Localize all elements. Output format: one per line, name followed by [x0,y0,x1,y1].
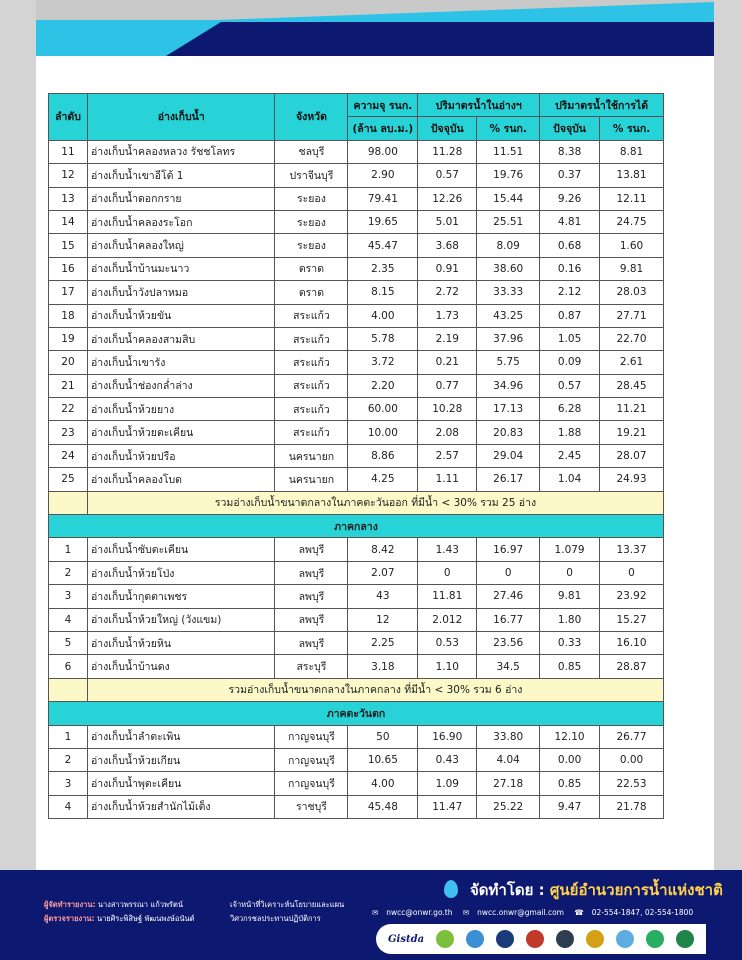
row-storage-current: 2.012 [418,608,477,631]
row-usable-current: 1.05 [540,327,600,350]
central-region-rows [49,538,664,678]
row-usable-current: 0.57 [540,374,600,397]
row-storage-current: 0.53 [418,631,477,654]
row-no: 14 [49,210,88,233]
row-no: 21 [49,374,88,397]
row-usable-percent: 27.71 [600,304,664,327]
row-storage-percent: 16.77 [477,608,540,631]
row-usable-current: 1.88 [540,421,600,444]
row-reservoir: อ่างเก็บน้ำห้วยใหญ่ (วังแขม) [87,608,275,631]
row-usable-percent: 1.60 [600,234,664,257]
row-province: สระแก้ว [275,374,348,397]
header-navy-band [166,22,714,56]
email-icon: ✉ [372,908,379,917]
row-storage-percent: 11.51 [477,140,540,163]
row-capacity: 10.00 [348,421,418,444]
row-capacity: 50 [348,725,418,748]
partner-logos [376,924,706,954]
row-usable-current: 1.04 [540,468,600,491]
row-reservoir: อ่างเก็บน้ำเขาอีโต้ 1 [87,164,275,187]
row-storage-percent: 19.76 [477,164,540,187]
header-reservoir: อ่างเก็บน้ำ [87,94,275,141]
row-province: ลพบุรี [275,585,348,608]
row-province: ลพบุรี [275,538,348,561]
row-usable-percent: 22.70 [600,327,664,350]
row-storage-current: 16.90 [418,725,477,748]
table-row [49,327,664,350]
row-storage-percent: 20.83 [477,421,540,444]
row-no: 13 [49,187,88,210]
row-storage-percent: 34.5 [477,655,540,678]
header-no: ลำดับ [49,94,88,141]
row-reservoir: อ่างเก็บน้ำห้วยยาง [87,398,275,421]
row-storage-current: 3.68 [418,234,477,257]
gold-logo-icon [586,930,604,948]
west-section-title: ภาคตะวันตก [49,702,664,725]
gistda-logo: Gistda [387,933,425,945]
preparer-label: ผู้จัดทำรายงาน: [44,900,96,909]
table-row [49,351,664,374]
row-no: 19 [49,327,88,350]
row-capacity: 45.47 [348,234,418,257]
row-province: นครนายก [275,468,348,491]
row-storage-current: 0.21 [418,351,477,374]
emblem-logo-icon [496,930,514,948]
table-row [49,398,664,421]
table-row [49,538,664,561]
row-province: สระแก้ว [275,304,348,327]
row-storage-percent: 4.04 [477,748,540,771]
row-province: กาญจนบุรี [275,772,348,795]
row-reservoir: อ่างเก็บน้ำพุตะเคียน [87,772,275,795]
row-storage-current: 1.11 [418,468,477,491]
mail-icon: ✉ [462,908,470,917]
row-province: ลพบุรี [275,608,348,631]
row-usable-current: 1.80 [540,608,600,631]
row-reservoir: อ่างเก็บน้ำลำตะเพิน [87,725,275,748]
row-usable-percent: 13.81 [600,164,664,187]
row-capacity: 45.48 [348,795,418,818]
row-capacity: 43 [348,585,418,608]
row-storage-current: 5.01 [418,210,477,233]
reviewer-position: วิศวกรชลประทานปฏิบัติการ [230,914,321,923]
west-region-rows [49,725,664,819]
row-usable-percent: 28.07 [600,444,664,467]
row-no: 5 [49,631,88,654]
row-storage-percent: 25.22 [477,795,540,818]
row-reservoir: อ่างเก็บน้ำห้วยโป่ง [87,561,275,584]
row-province: ระยอง [275,234,348,257]
email-secondary[interactable]: nwcc.onwr@gmail.com [477,908,564,917]
row-no: 22 [49,398,88,421]
row-capacity: 8.86 [348,444,418,467]
row-province: ตราด [275,257,348,280]
row-capacity: 2.20 [348,374,418,397]
table-row [49,444,664,467]
row-province: นครนายก [275,444,348,467]
row-province: สระแก้ว [275,327,348,350]
table-row [49,772,664,795]
header-usable-percent: % รนก. [600,117,664,140]
row-capacity: 19.65 [348,210,418,233]
table-row [49,725,664,748]
row-storage-percent: 16.97 [477,538,540,561]
row-storage-percent: 34.96 [477,374,540,397]
row-capacity: 60.00 [348,398,418,421]
row-usable-current: 9.47 [540,795,600,818]
row-usable-current: 8.38 [540,140,600,163]
row-usable-percent: 8.81 [600,140,664,163]
row-no: 25 [49,468,88,491]
east-summary [49,491,664,538]
reservoir-table [48,93,664,819]
row-storage-current: 11.81 [418,585,477,608]
row-reservoir: อ่างเก็บน้ำห้วยเกียน [87,748,275,771]
row-usable-percent: 19.21 [600,421,664,444]
row-capacity: 2.90 [348,164,418,187]
row-usable-percent: 26.77 [600,725,664,748]
row-reservoir: อ่างเก็บน้ำคลองระโอก [87,210,275,233]
row-province: ลพบุรี [275,631,348,654]
water-logo-icon [616,930,634,948]
row-usable-percent: 28.03 [600,281,664,304]
row-usable-current: 0 [540,561,600,584]
row-usable-current: 0.00 [540,748,600,771]
row-province: ลพบุรี [275,561,348,584]
leaf-logo-icon [436,930,454,948]
row-storage-percent: 27.46 [477,585,540,608]
row-usable-percent: 23.92 [600,585,664,608]
row-storage-current: 0.77 [418,374,477,397]
row-usable-percent: 21.78 [600,795,664,818]
row-capacity: 8.42 [348,538,418,561]
row-storage-current: 1.10 [418,655,477,678]
row-reservoir: อ่างเก็บน้ำคลองสามสิบ [87,327,275,350]
table-row [49,631,664,654]
row-no: 2 [49,561,88,584]
row-storage-percent: 8.09 [477,234,540,257]
row-province: ราชบุรี [275,795,348,818]
row-no: 6 [49,655,88,678]
row-capacity: 3.18 [348,655,418,678]
table-row [49,795,664,818]
row-reservoir: อ่างเก็บน้ำวังปลาหมอ [87,281,275,304]
row-no: 4 [49,795,88,818]
water-drop-icon [444,880,458,898]
shield-logo-icon [526,930,544,948]
header-usable: ปริมาตรน้ำใช้การได้ [540,94,664,117]
row-reservoir: อ่างเก็บน้ำห้วยปรือ [87,444,275,467]
row-storage-percent: 37.96 [477,327,540,350]
row-no: 3 [49,585,88,608]
row-storage-percent: 29.04 [477,444,540,467]
row-no: 3 [49,772,88,795]
row-capacity: 4.00 [348,772,418,795]
row-usable-current: 2.12 [540,281,600,304]
table-row [49,468,664,491]
row-usable-current: 0.85 [540,772,600,795]
row-usable-percent: 9.81 [600,257,664,280]
seal-logo-icon [676,930,694,948]
row-storage-current: 1.09 [418,772,477,795]
row-storage-current: 2.08 [418,421,477,444]
row-no: 2 [49,748,88,771]
row-usable-percent: 12.11 [600,187,664,210]
row-capacity: 2.07 [348,561,418,584]
row-no: 4 [49,608,88,631]
row-usable-current: 0.87 [540,304,600,327]
row-capacity: 3.72 [348,351,418,374]
row-usable-percent: 28.87 [600,655,664,678]
row-storage-percent: 43.25 [477,304,540,327]
row-capacity: 2.25 [348,631,418,654]
row-usable-current: 6.28 [540,398,600,421]
row-storage-percent: 5.75 [477,351,540,374]
row-no: 12 [49,164,88,187]
row-usable-current: 0.68 [540,234,600,257]
row-usable-percent: 0.00 [600,748,664,771]
row-usable-percent: 24.75 [600,210,664,233]
table-row [49,608,664,631]
row-province: สระแก้ว [275,351,348,374]
row-storage-current: 2.57 [418,444,477,467]
header-capacity-unit: (ล้าน ลบ.ม.) [348,117,418,140]
row-storage-percent: 25.51 [477,210,540,233]
row-no: 15 [49,234,88,257]
row-reservoir: อ่างเก็บน้ำบ้านดง [87,655,275,678]
table-row [49,421,664,444]
preparer-name: นางสาวพรรณา แก้วพรัตน์ [97,900,183,909]
row-storage-current: 0.43 [418,748,477,771]
footer-contacts [372,908,701,917]
row-capacity: 4.00 [348,304,418,327]
central-section-title: ภาคกลาง [49,515,664,538]
row-storage-current: 1.73 [418,304,477,327]
row-usable-percent: 28.45 [600,374,664,397]
row-reservoir: อ่างเก็บน้ำดอกกราย [87,187,275,210]
row-province: ระยอง [275,187,348,210]
table-row [49,210,664,233]
row-usable-current: 2.45 [540,444,600,467]
row-storage-current: 1.43 [418,538,477,561]
row-usable-percent: 22.53 [600,772,664,795]
row-usable-percent: 0 [600,561,664,584]
header-storage-current: ปัจจุบัน [418,117,477,140]
header-usable-current: ปัจจุบัน [540,117,600,140]
row-storage-percent: 26.17 [477,468,540,491]
footer-org-title [470,878,723,902]
row-reservoir: อ่างเก็บน้ำห้วยตะเคียน [87,421,275,444]
row-storage-current: 0.57 [418,164,477,187]
row-province: ชลบุรี [275,140,348,163]
row-storage-percent: 33.33 [477,281,540,304]
dark-logo-icon [556,930,574,948]
row-storage-percent: 38.60 [477,257,540,280]
header-capacity: ความจุ รนก. [348,94,418,117]
row-usable-current: 0.37 [540,164,600,187]
header-storage-percent: % รนก. [477,117,540,140]
table-row [49,257,664,280]
row-capacity: 5.78 [348,327,418,350]
table-row [49,748,664,771]
table-row [49,374,664,397]
row-storage-current: 2.19 [418,327,477,350]
footer-credits [44,898,195,926]
row-capacity: 2.35 [348,257,418,280]
table-row [49,164,664,187]
row-no: 20 [49,351,88,374]
row-storage-percent: 27.18 [477,772,540,795]
row-usable-current: 9.26 [540,187,600,210]
row-province: กาญจนบุรี [275,748,348,771]
header-storage: ปริมาตรน้ำในอ่างฯ [418,94,540,117]
row-storage-current: 10.28 [418,398,477,421]
table-row [49,585,664,608]
email-primary[interactable]: nwcc@onwr.go.th [386,908,453,917]
row-province: สระแก้ว [275,398,348,421]
row-no: 17 [49,281,88,304]
table-row [49,234,664,257]
row-storage-current: 0.91 [418,257,477,280]
row-usable-current: 12.10 [540,725,600,748]
row-storage-current: 11.28 [418,140,477,163]
row-province: กาญจนบุรี [275,725,348,748]
row-province: ปราจีนบุรี [275,164,348,187]
row-storage-percent: 33.80 [477,725,540,748]
table-row [49,281,664,304]
made-by-label: จัดทำโดย : [470,881,545,899]
row-reservoir: อ่างเก็บน้ำกุดตาเพชร [87,585,275,608]
row-usable-percent: 13.37 [600,538,664,561]
footer-bar [0,870,742,960]
east-region-rows [49,140,664,491]
row-capacity: 98.00 [348,140,418,163]
row-storage-current: 0 [418,561,477,584]
row-no: 16 [49,257,88,280]
row-usable-percent: 15.27 [600,608,664,631]
central-summary [49,678,664,725]
reviewer-name: นายศิระพิสิษฐ์ พัฒนพงษ์อนันต์ [96,914,195,923]
row-reservoir: อ่างเก็บน้ำคลองหลวง รัชชโลทร [87,140,275,163]
row-usable-current: 0.85 [540,655,600,678]
row-storage-current: 2.72 [418,281,477,304]
row-province: สระบุรี [275,655,348,678]
row-capacity: 12 [348,608,418,631]
row-usable-current: 4.81 [540,210,600,233]
row-capacity: 4.25 [348,468,418,491]
row-reservoir: อ่างเก็บน้ำบ้านมะนาว [87,257,275,280]
row-reservoir: อ่างเก็บน้ำห้วยสำนักไม้เต็ง [87,795,275,818]
row-no: 1 [49,538,88,561]
central-summary-text: รวมอ่างเก็บน้ำขนาดกลางในภาคกลาง ที่มีน้ำ < 30% รวม 6 อ่าง [87,678,663,701]
row-storage-percent: 23.56 [477,631,540,654]
row-storage-percent: 0 [477,561,540,584]
row-province: ระยอง [275,210,348,233]
row-province: ตราด [275,281,348,304]
row-storage-percent: 15.44 [477,187,540,210]
east-summary-text: รวมอ่างเก็บน้ำขนาดกลางในภาคตะวันออก ที่มีน้ำ < 30% รวม 25 อ่าง [87,491,663,514]
row-no: 1 [49,725,88,748]
row-capacity: 79.41 [348,187,418,210]
row-storage-current: 11.47 [418,795,477,818]
table-row [49,561,664,584]
row-usable-percent: 16.10 [600,631,664,654]
row-capacity: 10.65 [348,748,418,771]
row-reservoir: อ่างเก็บน้ำซับตะเคียน [87,538,275,561]
row-usable-percent: 11.21 [600,398,664,421]
table-row [49,655,664,678]
row-no: 23 [49,421,88,444]
preparer-position: เจ้าหน้าที่วิเคราะห์นโยบายและแผน [230,900,345,909]
phone-icon: ☎ [574,908,584,917]
row-reservoir: อ่างเก็บน้ำคลองโบด [87,468,275,491]
reviewer-label: ผู้ตรวจรายงาน: [44,914,95,923]
table-row [49,187,664,210]
row-usable-percent: 2.61 [600,351,664,374]
row-province: สระแก้ว [275,421,348,444]
row-usable-current: 1.079 [540,538,600,561]
row-capacity: 8.15 [348,281,418,304]
row-usable-percent: 24.93 [600,468,664,491]
table-row [49,304,664,327]
row-no: 18 [49,304,88,327]
row-reservoir: อ่างเก็บน้ำช่องกล่ำล่าง [87,374,275,397]
org-name: ศูนย์อำนวยการน้ำแห่งชาติ [549,881,723,899]
phone-numbers: 02-554-1847, 02-554-1800 [591,908,694,917]
row-usable-current: 0.16 [540,257,600,280]
row-usable-current: 9.81 [540,585,600,608]
row-usable-current: 0.09 [540,351,600,374]
header-province: จังหวัด [275,94,348,141]
row-storage-percent: 17.13 [477,398,540,421]
agency-logo-icon [466,930,484,948]
row-no: 11 [49,140,88,163]
row-reservoir: อ่างเก็บน้ำคลองใหญ่ [87,234,275,257]
row-reservoir: อ่างเก็บน้ำเขารัง [87,351,275,374]
row-storage-current: 12.26 [418,187,477,210]
row-usable-current: 0.33 [540,631,600,654]
footer-positions [230,898,344,926]
green-logo-icon [646,930,664,948]
row-no: 24 [49,444,88,467]
table-row [49,140,664,163]
row-reservoir: อ่างเก็บน้ำห้วยขัน [87,304,275,327]
row-reservoir: อ่างเก็บน้ำห้วยหิน [87,631,275,654]
